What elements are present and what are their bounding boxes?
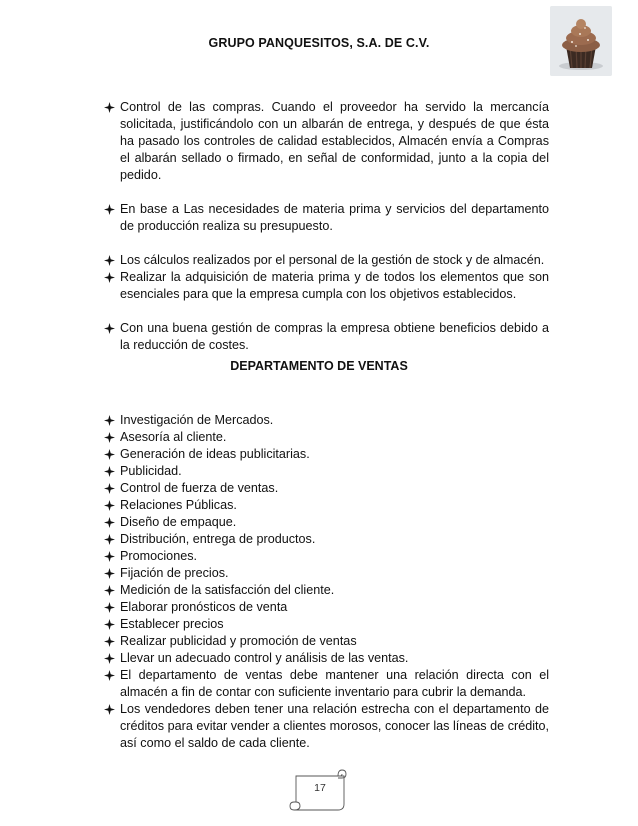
page-number: 17 (314, 782, 326, 794)
list-item-text: Realizar la adquisición de materia prima y de todos los elementos que son esenciales para que la empresa cumpla con los objetivos establecidos. (120, 270, 549, 301)
diamond-bullet-icon (104, 704, 115, 715)
list-item-text: Los vendedores deben tener una relación estrecha con el departamento de créditos para evitar vender a clientes morosos, conocer las líneas de crédito, así como el saldo de cada cliente. (120, 702, 549, 750)
diamond-bullet-icon (104, 653, 115, 664)
list-item-text: Con una buena gestión de compras la empresa obtiene beneficios debido a la reducción de costes. (120, 321, 549, 352)
list-item-text: Realizar publicidad y promoción de ventas (120, 634, 357, 648)
list-item (103, 320, 549, 354)
list-item (103, 616, 549, 633)
diamond-bullet-icon (104, 415, 115, 426)
list-item (103, 269, 549, 303)
list-item (103, 252, 549, 269)
list-item (103, 531, 549, 548)
list-item-text: Llevar un adecuado control y análisis de las ventas. (120, 651, 409, 665)
diamond-bullet-icon (104, 483, 115, 494)
diamond-bullet-icon (104, 255, 115, 266)
diamond-bullet-icon (104, 466, 115, 477)
diamond-bullet-icon (104, 551, 115, 562)
list-item-text: En base a Las necesidades de materia prima y servicios del departamento de producción realiza su presupuesto. (120, 202, 549, 233)
diamond-bullet-icon (104, 602, 115, 613)
list-item (103, 667, 549, 701)
list-item-text: Promociones. (120, 549, 197, 563)
list-item (103, 599, 549, 616)
list-item (103, 497, 549, 514)
diamond-bullet-icon (104, 500, 115, 511)
compras-list (103, 99, 549, 354)
spacer (103, 303, 549, 320)
cupcake-logo (550, 6, 612, 76)
section-title: DEPARTAMENTO DE VENTAS (230, 359, 408, 373)
list-item (103, 463, 549, 480)
diamond-bullet-icon (104, 204, 115, 215)
list-item (103, 99, 549, 184)
diamond-bullet-icon (104, 432, 115, 443)
spacer (103, 235, 549, 252)
list-item (103, 514, 549, 531)
list-item (103, 480, 549, 497)
list-item (103, 201, 549, 235)
ventas-list (103, 412, 549, 752)
list-item-text: Investigación de Mercados. (120, 413, 274, 427)
diamond-bullet-icon (104, 272, 115, 283)
diamond-bullet-icon (104, 449, 115, 460)
list-item-text: Generación de ideas publicitarias. (120, 447, 310, 461)
list-item-text: Relaciones Públicas. (120, 498, 237, 512)
list-item (103, 429, 549, 446)
diamond-bullet-icon (104, 636, 115, 647)
diamond-bullet-icon (104, 619, 115, 630)
list-item (103, 633, 549, 650)
list-item (103, 565, 549, 582)
spacer (103, 184, 549, 201)
diamond-bullet-icon (104, 568, 115, 579)
list-item-text: Diseño de empaque. (120, 515, 237, 529)
list-item-text: Asesoría al cliente. (120, 430, 227, 444)
diamond-bullet-icon (104, 534, 115, 545)
diamond-bullet-icon (104, 670, 115, 681)
list-item-text: Control de fuerza de ventas. (120, 481, 279, 495)
diamond-bullet-icon (104, 585, 115, 596)
list-item-text: Control de las compras. Cuando el proveedor ha servido la mercancía solicitada, justificándolo con un albarán de entrega, y después de que ésta ha pasado los controles de calidad establecidos, Almacén envía a Compras el albarán sellado o firmado, en señal de conformidad, junto a la copia del pedido. (120, 100, 549, 182)
list-item (103, 446, 549, 463)
list-item-text: El departamento de ventas debe mantener una relación directa con el almacén a fin de contar con suficiente inventario para cubrir la demanda. (120, 668, 549, 699)
document-header-title: GRUPO PANQUESITOS, S.A. DE C.V. (208, 36, 430, 50)
list-item (103, 548, 549, 565)
list-item (103, 701, 549, 752)
diamond-bullet-icon (104, 323, 115, 334)
list-item-text: Los cálculos realizados por el personal de la gestión de stock y de almacén. (120, 253, 545, 267)
list-item-text: Distribución, entrega de productos. (120, 532, 316, 546)
list-item-text: Fijación de precios. (120, 566, 229, 580)
cupcake-icon (550, 6, 612, 76)
list-item-text: Medición de la satisfacción del cliente. (120, 583, 335, 597)
list-item-text: Elaborar pronósticos de venta (120, 600, 288, 614)
list-item (103, 412, 549, 429)
list-item-text: Publicidad. (120, 464, 182, 478)
list-item (103, 582, 549, 599)
list-item-text: Establecer precios (120, 617, 224, 631)
diamond-bullet-icon (104, 517, 115, 528)
list-item (103, 650, 549, 667)
diamond-bullet-icon (104, 102, 115, 113)
